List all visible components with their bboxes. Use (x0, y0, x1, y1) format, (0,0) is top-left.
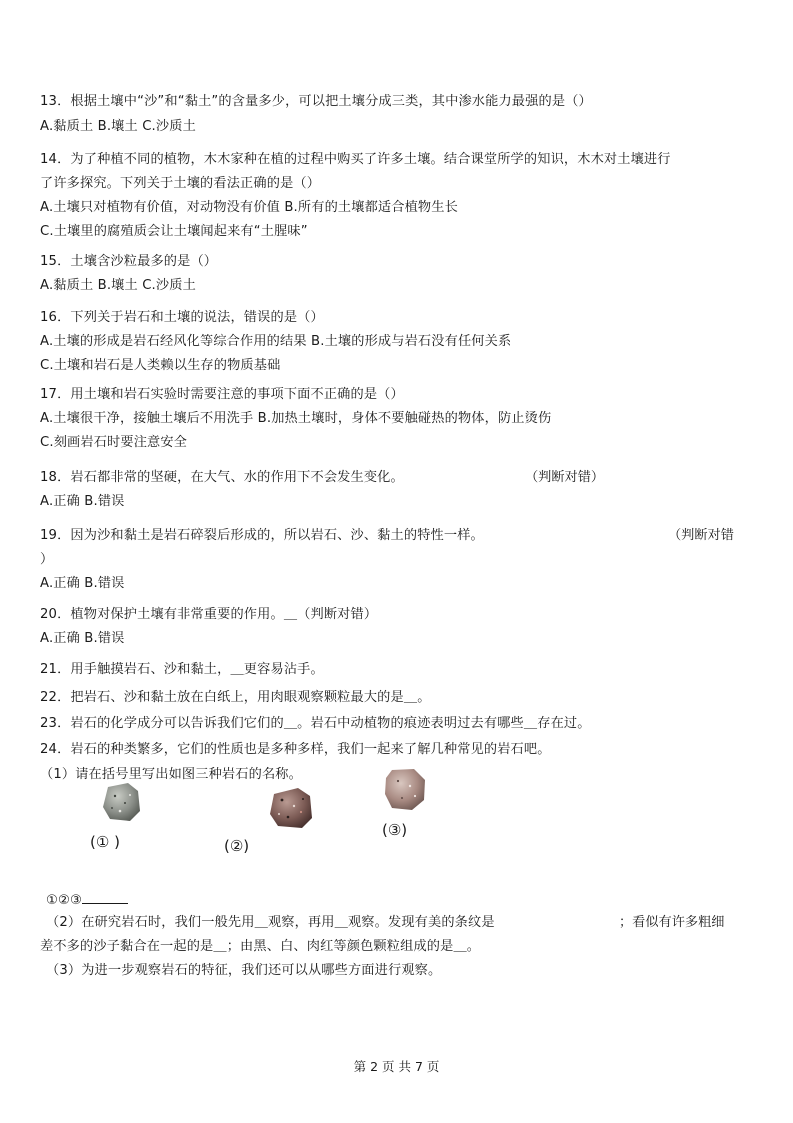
q19-options: A.正确 B.错误 (40, 576, 125, 591)
q18-options: A.正确 B.错误 (40, 494, 125, 509)
q13-options: A.黏质土 B.壤土 C.沙质土 (40, 119, 196, 134)
rock-image-1 (100, 781, 142, 823)
q24-part2-line1-b: ；看似有许多粗细 (619, 915, 725, 930)
q19-stem: 19．因为沙和黏土是岩石碎裂后形成的，所以岩石、沙、黏土的特性一样。 (40, 528, 484, 543)
q17-options-line2: C.刻画岩石时要注意安全 (40, 435, 188, 450)
q13-stem: 13．根据土壤中“沙”和“黏土”的含量多少，可以把土壤分成三类，其中渗水能力最强的是（） (40, 94, 592, 109)
q14-options-line1: A.土壤只对植物有价值，对动物没有价值 B.所有的土壤都适合植物生长 (40, 200, 458, 215)
q14-options-line2: C.土壤里的腐殖质会让土壤闻起来有“土腥味” (40, 224, 308, 239)
q16-options-line2: C.土壤和岩石是人类赖以生存的物质基础 (40, 358, 281, 373)
page-footer: 第 2 页 共 7 页 (353, 1059, 440, 1074)
rock-image-2 (268, 786, 314, 830)
q24-answer-line (46, 891, 128, 910)
q18-judge-hint: （判断对错） (525, 470, 605, 485)
q17-stem: 17．用土壤和岩石实验时需要注意的事项下面不正确的是（） (40, 387, 404, 402)
q24-stem: 24．岩石的种类繁多，它们的性质也是多种多样，我们一起来了解几种常见的岩石吧。 (40, 742, 551, 757)
q14-stem-line1: 14．为了种植不同的植物，木木家种在植的过程中购买了许多土壤。结合课堂所学的知识，木木对土壤进行 (40, 152, 671, 167)
rock-label-1: (① ) (90, 833, 120, 851)
q22-stem: 22．把岩石、沙和黏土放在白纸上，用肉眼观察颗粒最大的是＿。 (40, 690, 431, 705)
q16-options-line1: A.土壤的形成是岩石经风化等综合作用的结果 B.土壤的形成与岩石没有任何关系 (40, 334, 512, 349)
rock-label-3: (③) (382, 821, 408, 839)
q17-options-line1: A.土壤很干净，接触土壤后不用洗手 B.加热土壤时，身体不要触碰热的物体，防止烫伤 (40, 411, 552, 426)
q20-stem: 20．植物对保护土壤有非常重要的作用。＿（判断对错） (40, 607, 378, 622)
q15-options: A.黏质土 B.壤土 C.沙质土 (40, 278, 196, 293)
q20-options: A.正确 B.错误 (40, 631, 125, 646)
q18-stem: 18．岩石都非常的坚硬，在大气、水的作用下不会发生变化。 (40, 470, 404, 485)
q16-stem: 16．下列关于岩石和土壤的说法，错误的是（） (40, 310, 324, 325)
q24-part2-line2: 差不多的沙子黏合在一起的是＿；由黑、白、肉红等颜色颗粒组成的是＿。 (40, 939, 481, 954)
q21-stem: 21．用手触摸岩石、沙和黏土，＿更容易沾手。 (40, 662, 324, 677)
q24-part3: （3）为进一步观察岩石的特征，我们还可以从哪些方面进行观察。 (46, 963, 442, 978)
q19-judge-close: ） (40, 552, 54, 567)
rock-label-2: (②) (224, 837, 250, 855)
q23-stem: 23．岩石的化学成分可以告诉我们它们的＿。岩石中动植物的痕迹表明过去有哪些＿存在过。 (40, 716, 591, 731)
q24-answer-circles: ①②③ (46, 893, 82, 908)
q24-part1: （1）请在括号里写出如图三种岩石的名称。 (40, 767, 302, 782)
q24-answer-blank[interactable] (82, 891, 128, 904)
q19-judge-hint: （判断对错 (668, 528, 734, 543)
q24-part2-line1-a: （2）在研究岩石时，我们一般先用＿观察，再用＿观察。发现有美的条纹是 (46, 915, 495, 930)
q14-stem-line2: 了许多探究。下列关于土壤的看法正确的是（） (40, 176, 321, 191)
rock-image-3 (382, 766, 428, 812)
q15-stem: 15．土壤含沙粒最多的是（） (40, 254, 218, 269)
